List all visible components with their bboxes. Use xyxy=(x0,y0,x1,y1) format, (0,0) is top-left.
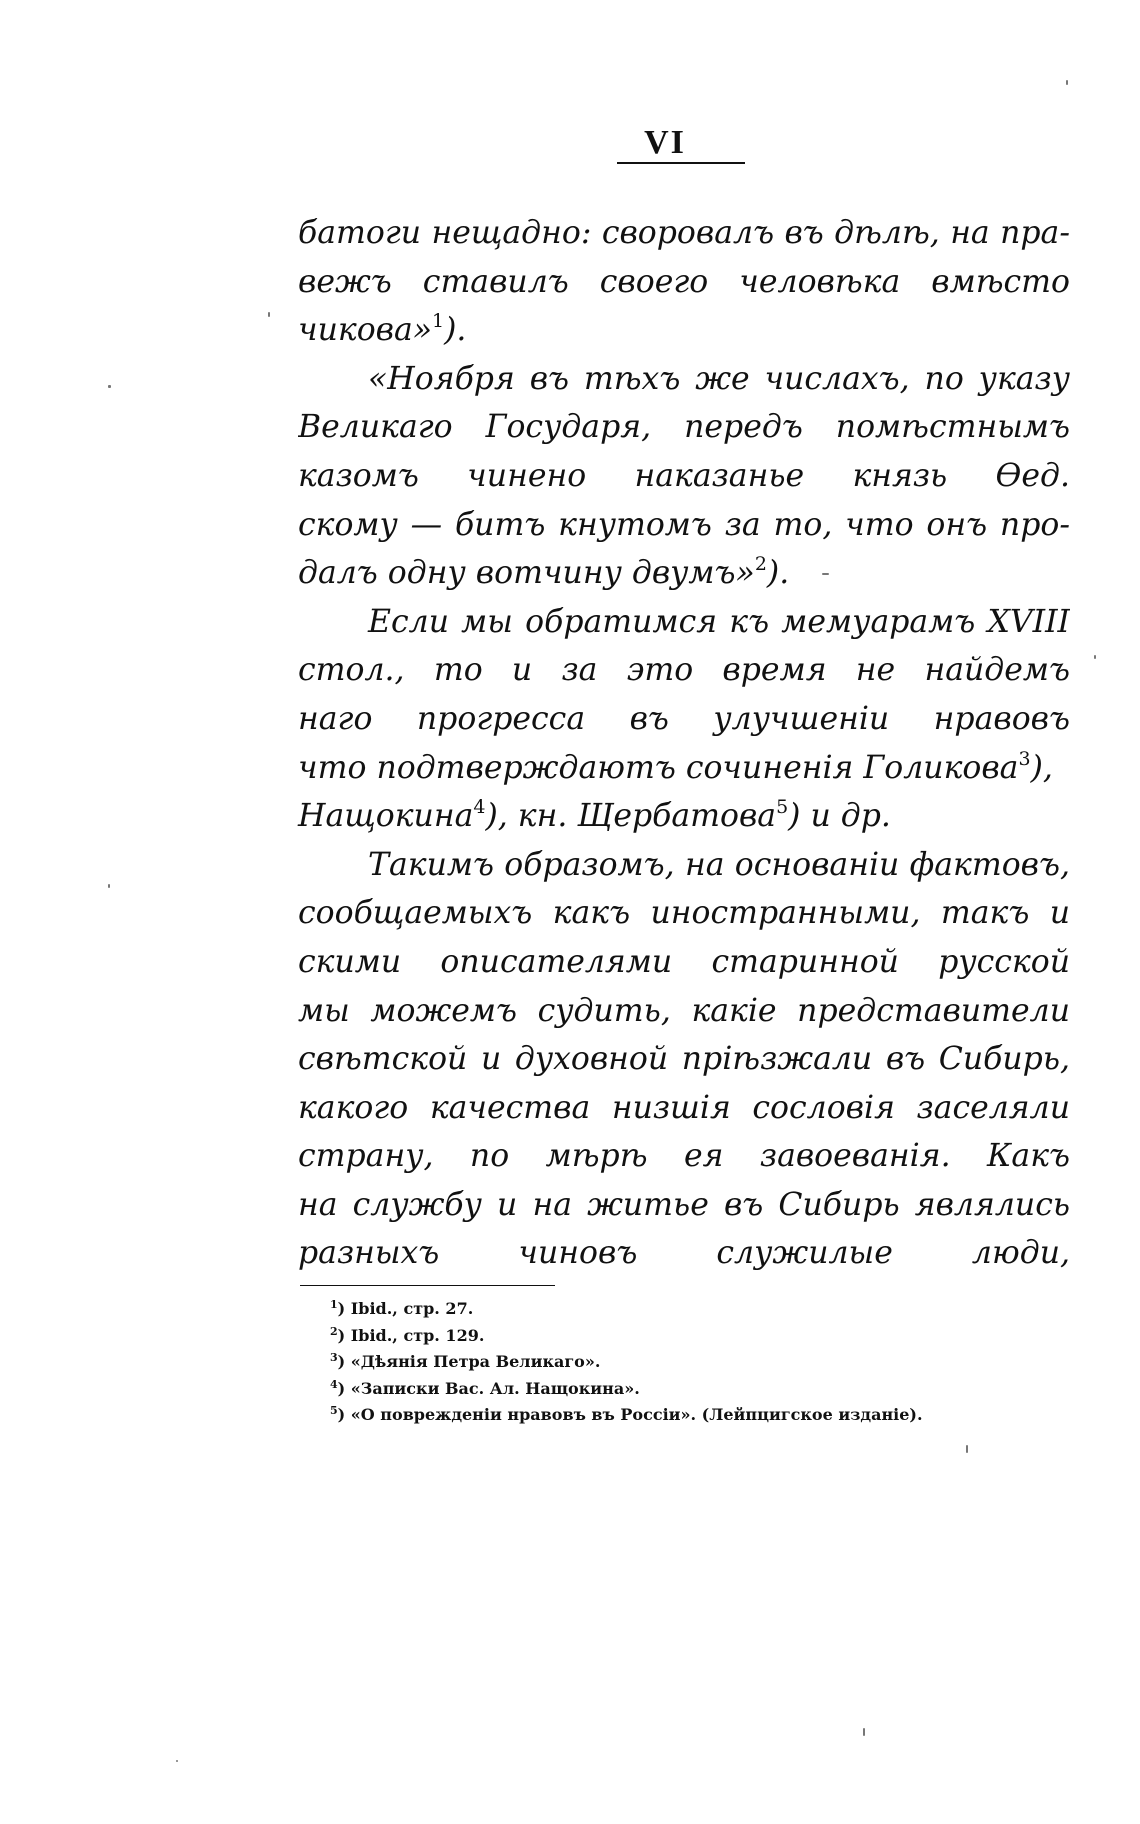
footnote-mark: 3 xyxy=(330,1351,338,1364)
body-line: Великаго Государя, передъ помѣстнымъ xyxy=(298,409,1070,446)
body-line: «Ноября въ тѣхъ же числахъ, по указу xyxy=(368,360,1070,397)
body-line: Нащокина$^4$), кн. Щербатова$^5$) и др. xyxy=(298,796,891,835)
body-line: наго прогресса въ улучшенiи нравовъ xyxy=(298,700,1070,737)
header-rule xyxy=(617,162,745,164)
body-line: скому — битъ кнутомъ за то, что онъ про- xyxy=(298,506,1070,543)
body-line: сообщаемыхъ какъ иностранными, такъ и xyxy=(298,895,1070,932)
body-line: скими описателями старинной русской xyxy=(298,943,1070,980)
body-line: свѣтской и духовной прiѣзжали въ Сибирь, xyxy=(298,1041,1070,1078)
scan-speck xyxy=(1066,80,1068,85)
body-line: разныхъ чиновъ служилые люди, xyxy=(298,1235,1070,1272)
scan-speck xyxy=(863,1728,865,1736)
footnote-mark: 4 xyxy=(330,1377,338,1391)
footnote-ref: 3 xyxy=(1018,747,1031,770)
footnote-ref: 4 xyxy=(473,796,486,819)
footnote-ref: 2 xyxy=(754,553,767,576)
scan-speck xyxy=(108,385,111,388)
body-line: батоги нещадно: своровалъ въ дѣлѣ, на пра- xyxy=(298,215,1070,251)
body-line: какого качества низшiя сословiя заселяли xyxy=(298,1089,1070,1126)
footnote-ref: 1 xyxy=(432,310,445,333)
footnote-rule xyxy=(300,1285,555,1286)
body-line: что подтверждаютъ сочиненiя Голикова$^3$), xyxy=(298,747,1053,786)
body-line: на службу и на житье въ Сибирь являлись xyxy=(298,1186,1070,1223)
footnote-mark: 5 xyxy=(330,1404,338,1417)
footnote: $^5$) «О поврежденiи нравовъ въ Россiи». (Лейпцигское изданiе). xyxy=(330,1404,923,1424)
scan-speck xyxy=(108,884,110,888)
footnote: $^3$) «Дѣянiя Петра Великаго». xyxy=(330,1351,601,1371)
body-line: далъ одну вотчину двумъ»$^2$). xyxy=(298,553,790,592)
scan-speck xyxy=(822,573,829,575)
footnote-mark: 1 xyxy=(330,1298,338,1311)
scan-speck xyxy=(1094,655,1096,659)
body-line: мы можемъ судить, какiе представители xyxy=(298,992,1070,1029)
body-line: стол., то и за это время не найдемъ xyxy=(298,652,1070,689)
body-line: чикова»$^1$). xyxy=(298,310,467,349)
body-line: Такимъ образомъ, на основанiи фактовъ, xyxy=(368,846,1070,883)
scan-speck xyxy=(966,1445,968,1453)
body-text xyxy=(298,209,1070,1278)
scan-speck xyxy=(268,312,270,317)
page-number: VI xyxy=(644,124,686,161)
body-line: Если мы обратимся къ мемуарамъ XVIII xyxy=(368,603,1070,640)
body-line: казомъ чинено наказанье князь Ѳед. xyxy=(298,457,1070,494)
body-line: вежъ ставилъ своего человѣка вмѣсто xyxy=(298,263,1070,300)
scan-speck xyxy=(176,1760,178,1762)
footnote: $^2$) Ibid., стр. 129. xyxy=(330,1324,485,1345)
footnote-ref: 5 xyxy=(776,796,789,819)
footnote-mark: 2 xyxy=(330,1324,338,1338)
body-line: страну, по мѣрѣ ея завоеванiя. Какъ xyxy=(298,1138,1070,1175)
footnote: $^1$) Ibid., стр. 27. xyxy=(330,1298,474,1318)
footnote: $^4$) «Записки Вас. Ал. Нащокина». xyxy=(330,1377,640,1398)
footnotes xyxy=(330,1296,923,1429)
